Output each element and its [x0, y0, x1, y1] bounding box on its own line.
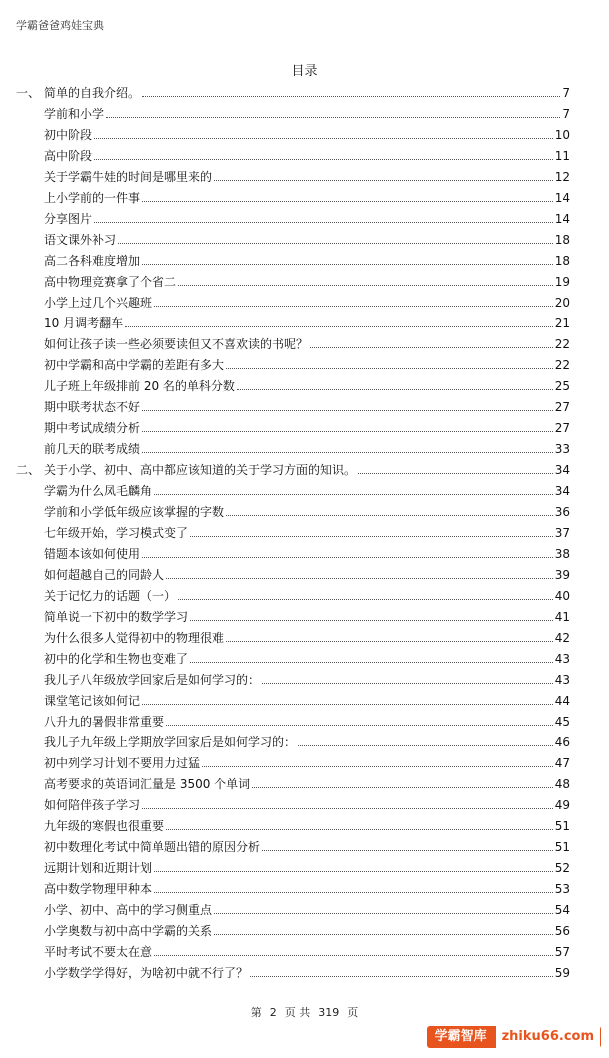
toc-leader-dots — [94, 209, 553, 223]
toc-leader-dots — [142, 251, 553, 265]
toc-leader-dots — [94, 125, 553, 139]
toc-section-entry[interactable] — [44, 939, 570, 959]
toc-entry-title — [44, 882, 152, 896]
toc-section-entry[interactable] — [44, 541, 570, 561]
toc-page-number: 14 — [554, 190, 570, 205]
toc-section-entry[interactable] — [44, 834, 570, 854]
toc-page-number: 33 — [554, 442, 570, 457]
toc-leader-dots — [262, 670, 553, 684]
toc-entry-text: 远期计划和近期计划 — [44, 861, 153, 876]
toc-leader-dots — [190, 523, 553, 537]
toc-page-number: 59 — [554, 965, 570, 980]
toc-entry-title — [44, 798, 140, 812]
toc-leader-dots — [226, 355, 553, 369]
toc-entry-text: 九年级的寒假也很重要 — [44, 819, 165, 834]
toc-leader-dots — [154, 481, 553, 495]
toc-entry-text: 简单的自我介绍。 — [44, 86, 141, 100]
toc-entry-title — [44, 924, 212, 938]
toc-page-number: 27 — [554, 400, 570, 415]
toc-entry-title — [44, 358, 224, 372]
toc-leader-dots — [125, 313, 553, 327]
toc-page-number: 52 — [554, 861, 570, 876]
toc-leader-dots — [310, 334, 553, 348]
toc-page-number: 12 — [554, 169, 570, 184]
toc-section-entry[interactable] — [44, 269, 570, 289]
toc-entry-title — [44, 191, 140, 205]
toc-leader-dots — [252, 774, 553, 788]
toc-page-number: 10 — [554, 127, 570, 142]
toc-leader-dots — [190, 649, 553, 663]
toc-entry-text: 为什么很多人觉得初中的物理很难 — [44, 630, 225, 645]
toc-entry-title — [44, 296, 152, 310]
toc-entry-title — [44, 400, 140, 414]
toc-entry-text: 上小学前的一件事 — [44, 190, 141, 205]
toc-entry-text: 初中学霸和高中学霸的差距有多大 — [44, 358, 225, 373]
toc-page-number: 45 — [554, 714, 570, 729]
toc-entry-text: 分享图片 — [44, 211, 93, 226]
toc-entry-title — [44, 107, 104, 121]
toc-entry-text: 前几天的联考成绩 — [44, 442, 141, 457]
toc-chapter-number: 一、 — [16, 86, 41, 100]
watermark-brand: 学霸智库 — [427, 1026, 495, 1048]
toc-section-entry[interactable] — [44, 729, 570, 749]
toc-entry-text: 小学、初中、高中的学习侧重点 — [44, 903, 213, 918]
toc-entry-title — [44, 337, 308, 351]
toc-entry-text: 简单说一下初中的数学学习 — [44, 609, 189, 624]
toc-section-entry[interactable] — [44, 373, 570, 393]
toc-entry-title — [44, 149, 92, 163]
toc-section-entry[interactable] — [44, 709, 570, 729]
toc-page-number: 27 — [554, 421, 570, 436]
toc-section-entry[interactable] — [44, 310, 570, 330]
toc-page-number: 19 — [554, 274, 570, 289]
toc-entry-title — [44, 756, 200, 770]
toc-leader-dots — [118, 230, 553, 244]
toc-leader-dots — [202, 753, 553, 767]
toc-leader-dots — [226, 628, 553, 642]
toc-leader-dots — [94, 146, 553, 160]
toc-section-entry[interactable] — [44, 918, 570, 938]
toc-entry-text: 关于小学、初中、高中都应该知道的关于学习方面的知识。 — [44, 463, 357, 478]
toc-section-entry[interactable] — [44, 897, 570, 917]
toc-page-number: 40 — [554, 588, 570, 603]
toc-entry-text: 我儿子八年级放学回家后是如何学习的： — [44, 672, 261, 687]
toc-entry-title — [44, 903, 212, 917]
toc-entry-title — [44, 275, 176, 289]
toc-entry-text: 小学数学学得好，为啥初中就不行了？ — [44, 965, 249, 980]
page-footer — [0, 1004, 609, 1020]
toc-entry-title — [44, 673, 260, 687]
toc-page-number: 18 — [554, 232, 570, 247]
toc-entry-title — [44, 379, 235, 393]
toc-entry-text: 学霸为什么凤毛麟角 — [44, 484, 153, 499]
toc-leader-dots — [214, 921, 553, 935]
toc-entry-title — [44, 316, 123, 330]
toc-entry-text: 小学上过几个兴趣班 — [44, 295, 153, 310]
toc-leader-dots — [178, 272, 553, 286]
toc-entry-text: 儿子班上年级排前 20 名的单科分数 — [44, 379, 235, 394]
toc-entry-text: 如何超越自己的同龄人 — [44, 567, 165, 582]
toc-section-entry[interactable] — [44, 290, 570, 310]
toc-section-entry[interactable] — [44, 562, 570, 582]
toc-entry-title — [44, 631, 224, 645]
toc-entry-text: 课堂笔记该如何记 — [44, 693, 141, 708]
toc-leader-dots — [237, 376, 553, 390]
toc-section-entry[interactable] — [44, 248, 570, 268]
toc-section-entry[interactable] — [44, 352, 570, 372]
toc-leader-dots — [154, 942, 553, 956]
toc-page-number: 51 — [554, 819, 570, 834]
toc-section-entry[interactable] — [44, 394, 570, 414]
toc-entry-title — [44, 610, 188, 624]
toc-leader-dots — [142, 544, 553, 558]
toc-entry-text: 七年级开始，学习模式变了 — [44, 525, 189, 540]
toc-page-number: 56 — [554, 924, 570, 938]
toc-section-entry[interactable] — [44, 625, 570, 645]
toc-entry-title — [44, 254, 140, 268]
toc-entry-text: 语文课外补习 — [44, 232, 117, 247]
toc-leader-dots — [142, 439, 553, 453]
toc-entry-title — [44, 212, 92, 226]
toc-entry-title — [44, 442, 140, 456]
toc-entry-text: 初中阶段 — [44, 127, 93, 142]
toc-entry-text: 关于学霸牛娃的时间是哪里来的 — [44, 169, 213, 184]
toc-section-entry[interactable] — [44, 143, 570, 163]
toc-leader-dots — [142, 397, 553, 411]
toc-page-number: 44 — [554, 693, 570, 708]
toc-leader-dots — [166, 816, 553, 830]
toc-page-number: 36 — [554, 505, 570, 519]
toc-entry-text: 高中数学物理甲种本 — [44, 882, 153, 897]
toc-entry-text: 如何让孩子读一些必须要读但又不喜欢读的书呢？ — [44, 337, 309, 352]
toc-entry-text: 初中的化学和生物也变难了 — [44, 651, 189, 666]
toc-section-entry[interactable] — [44, 499, 570, 519]
toc-page-number: 25 — [554, 379, 570, 394]
toc-page-number: 34 — [554, 484, 570, 499]
toc-page-number: 49 — [554, 798, 570, 813]
toc-section-entry[interactable] — [44, 750, 570, 770]
toc-section-entry[interactable] — [44, 415, 570, 435]
toc-page-number: 14 — [554, 211, 570, 226]
toc-section-entry[interactable] — [44, 122, 570, 142]
toc-leader-dots — [358, 460, 553, 474]
toc-entry-title — [44, 589, 176, 603]
toc-page-number: 11 — [554, 148, 570, 163]
toc-section-entry[interactable] — [44, 771, 570, 791]
footer-suffix: 页 — [347, 1006, 359, 1019]
toc-page-number: 47 — [554, 756, 570, 771]
toc-section-entry[interactable] — [44, 478, 570, 498]
watermark-logo — [427, 1026, 601, 1048]
toc-entry-text: 平时考试不要太在意 — [44, 944, 153, 959]
toc-entry-title — [44, 128, 92, 142]
toc-leader-dots — [250, 963, 553, 977]
toc-section-entry[interactable] — [44, 436, 570, 456]
toc-entry-title — [44, 233, 116, 247]
toc-page-number: 53 — [554, 882, 570, 897]
toc-section-entry[interactable] — [44, 960, 570, 980]
toc-leader-dots — [154, 858, 553, 872]
toc-page-number: 20 — [554, 295, 570, 310]
toc-entry-text: 高考要求的英语词汇量是 3500 个单词 — [44, 777, 251, 792]
toc-leader-dots — [154, 293, 553, 307]
toc-entry-text: 如何陪伴孩子学习 — [44, 798, 141, 813]
toc-entry-title — [44, 170, 212, 184]
toc-page-number: 34 — [554, 463, 570, 478]
toc-entry-title — [44, 421, 140, 435]
toc-leader-dots — [166, 565, 553, 579]
toc-entry-title — [44, 819, 164, 833]
toc-page-number: 51 — [554, 840, 570, 855]
toc-entry-title — [44, 777, 250, 791]
toc-entry-text: 初中列学习计划不要用力过猛 — [44, 756, 201, 771]
toc-entry-title — [44, 861, 152, 875]
toc-page-number: 7 — [562, 86, 570, 100]
toc-entry-title — [44, 694, 140, 708]
toc-entry-title — [44, 568, 164, 582]
toc-entry-text: 期中考试成绩分析 — [44, 421, 141, 436]
toc-entry-title — [16, 463, 356, 477]
toc-leader-dots — [262, 837, 553, 851]
toc-page-number: 22 — [554, 358, 570, 373]
toc-entry-title — [44, 966, 248, 980]
toc-section-entry[interactable] — [44, 331, 570, 351]
toc-entry-text: 高中阶段 — [44, 148, 93, 163]
watermark-url: zhiku66.com — [495, 1026, 601, 1048]
toc-entry-title — [44, 652, 188, 666]
toc-entry-text: 错题本该如何使用 — [44, 546, 141, 561]
toc-entry-title — [44, 484, 152, 498]
toc-entry-text: 学前和小学低年级应该掌握的字数 — [44, 505, 225, 519]
toc-entry-text: 期中联考状态不好 — [44, 400, 141, 415]
toc-chapter-entry[interactable] — [16, 80, 570, 100]
toc-leader-dots — [226, 502, 553, 516]
toc-entry-title — [44, 715, 164, 729]
toc-section-entry[interactable] — [44, 185, 570, 205]
toc-leader-dots — [142, 188, 553, 202]
toc-page-number: 39 — [554, 567, 570, 582]
toc-leader-dots — [214, 167, 553, 181]
toc-page-number: 57 — [554, 944, 570, 959]
toc-leader-dots — [214, 900, 553, 914]
footer-prefix: 第 — [250, 1006, 262, 1019]
toc-leader-dots — [142, 83, 560, 97]
toc-entry-title — [44, 547, 140, 561]
toc-page-number: 22 — [554, 337, 570, 352]
toc-title: 目录 — [291, 64, 318, 79]
toc-section-entry[interactable] — [44, 206, 570, 226]
toc-leader-dots — [178, 586, 553, 600]
toc-page-number: 46 — [554, 735, 570, 750]
toc-leader-dots — [142, 691, 553, 705]
toc-section-entry[interactable] — [44, 583, 570, 603]
toc-entry-title — [44, 735, 296, 749]
toc-entry-text: 我儿子九年级上学期放学回家后是如何学习的： — [44, 735, 297, 750]
toc-page-number: 54 — [554, 903, 570, 918]
footer-current-page: 2 — [269, 1006, 277, 1019]
toc-page-number: 18 — [554, 253, 570, 268]
toc-leader-dots — [154, 879, 553, 893]
toc-leader-dots — [106, 104, 560, 118]
toc-entry-text: 八升九的暑假非常重要 — [44, 714, 165, 729]
toc-section-entry[interactable] — [44, 101, 570, 121]
toc-page-number: 48 — [554, 777, 570, 792]
toc-section-entry[interactable] — [44, 604, 570, 624]
toc-entry-text: 初中数理化考试中简单题出错的原因分析 — [44, 840, 261, 855]
toc-section-entry[interactable] — [44, 520, 570, 540]
toc-chapter-number: 二、 — [16, 463, 41, 478]
toc-page-number: 37 — [554, 525, 570, 540]
toc-section-entry[interactable] — [44, 227, 570, 247]
toc-page-number: 21 — [554, 316, 570, 331]
toc-leader-dots — [142, 418, 553, 432]
toc-entry-text: 学前和小学 — [44, 106, 105, 121]
toc-page-number: 41 — [554, 609, 570, 624]
toc-entry-title — [44, 945, 152, 959]
toc-section-entry[interactable] — [44, 667, 570, 687]
toc-page-number: 42 — [554, 630, 570, 645]
toc-page-number: 7 — [562, 106, 570, 121]
toc-section-entry[interactable] — [44, 876, 570, 896]
toc-entry-title — [44, 840, 260, 854]
footer-total-pages: 319 — [318, 1006, 340, 1019]
toc-entry-text: 高中物理竞赛拿了个省二 — [44, 274, 177, 289]
toc-section-entry[interactable] — [44, 688, 570, 708]
toc-entry-title — [44, 526, 188, 540]
toc-section-entry[interactable] — [44, 855, 570, 875]
toc-chapter-entry[interactable] — [16, 457, 570, 477]
toc-leader-dots — [166, 712, 553, 726]
toc-section-entry[interactable] — [44, 164, 570, 184]
toc-section-entry[interactable] — [44, 792, 570, 812]
document-header: 学霸爸爸鸡娃宝典 — [16, 19, 104, 32]
toc-section-entry[interactable] — [44, 813, 570, 833]
toc-leader-dots — [298, 732, 553, 746]
toc-leader-dots — [190, 607, 553, 621]
toc-page-number: 43 — [554, 651, 570, 666]
toc-entry-text: 小学奥数与初中高中学霸的关系 — [44, 924, 213, 938]
toc-entry-text: 关于记忆力的话题（一） — [44, 588, 177, 603]
toc-entry-text: 10 月调考翻车 — [44, 316, 124, 331]
toc-leader-dots — [142, 795, 553, 809]
footer-mid: 页 共 — [284, 1006, 311, 1019]
toc-entry-title — [16, 86, 140, 100]
toc-entry-title — [44, 505, 224, 519]
toc-page-number: 38 — [554, 546, 570, 561]
toc-entry-text: 高二各科难度增加 — [44, 253, 141, 268]
toc-page-number: 43 — [554, 672, 570, 687]
toc-section-entry[interactable] — [44, 646, 570, 666]
